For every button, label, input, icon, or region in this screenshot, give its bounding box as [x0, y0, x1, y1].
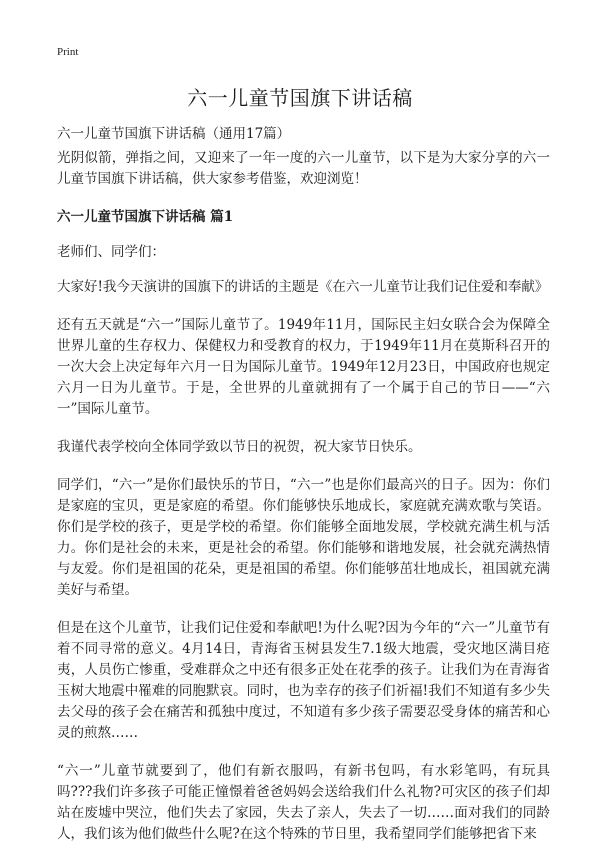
- body-paragraph: 还有五天就是“六一”国际儿童节了。1949年11月，国际民主妇女联合会为保障全世界儿童的生存权力、保健权力和受教育的权力，于1949年11月在莫斯科召开的一次大会上决定每年六月一日为国际儿童节。1949年12月23日，中国政府也规定六月一日为儿童节。于是，全世界的儿童就拥有了一个属于自己的节日——“六一”国际儿童节。: [57, 317, 550, 417]
- body-paragraph: 大家好!我今天演讲的国旗下的讲话的主题是《在六一儿童节让我们记住爱和奉献》: [57, 279, 549, 295]
- section-heading: 六一儿童节国旗下讲话稿 篇1: [57, 209, 234, 225]
- body-paragraph: “六一”儿童节就要到了，他们有新衣服吗，有新书包吗，有水彩笔吗，有玩具吗???我们许多孩子可能正憧憬着爸爸妈妈会送给我们什么礼物?可灾区的孩子们却站在废墟中哭泣，他们失去了家园，失去了亲人，失去了一切……面对我们的同龄人，我们该为他们做些什么呢?在这个特殊的节日里，我希望同学们能够把省下来: [57, 763, 550, 842]
- document-subtitle: 六一儿童节国旗下讲话稿（通用17篇）: [57, 126, 291, 142]
- page-title: 六一儿童节国旗下讲话稿: [187, 86, 413, 110]
- body-paragraph: 但是在这个儿童节，让我们记住爱和奉献吧!为什么呢?因为今年的“六一”儿童节有着不同寻常的意义。4月14日，青海省玉树县发生7.1级大地震，受灾地区满目疮夷，人员伤亡惨重，受难群众之中还有很多正处在花季的孩子。让我们为在青海省玉树大地震中罹难的同胞默哀。同时，也为幸存的孩子们祈福!我们不知道有多少失去父母的孩子会在痛苦和孤独中度过，不知道有多少孩子需要忍受身体的痛苦和心灵的煎熬……: [57, 620, 550, 741]
- body-paragraph: 我谨代表学校向全体同学致以节日的祝贺，祝大家节日快乐。: [57, 439, 422, 455]
- document-body: [57, 148, 550, 862]
- print-link[interactable]: Print: [57, 46, 79, 58]
- body-paragraph: 同学们，“六一”是你们最快乐的节日，“六一”也是你们最高兴的日子。因为：你们是家庭的宝贝，更是家庭的希望。你们能够快乐地成长，家庭就充满欢歌与笑语。你们是学校的孩子，更是学校的希望。你们能够全面地发展，学校就充满生机与活力。你们是社会的未来，更是社会的希望。你们能够和谐地发展，社会就充满热情与友爱。你们是祖国的花朵，更是祖国的希望。你们能够茁壮地成长，祖国就充满美好与希望。: [57, 477, 550, 598]
- salutation: 老师们、同学们：: [57, 244, 165, 260]
- intro-paragraph: 光阴似箭，弹指之间，又迎来了一年一度的六一儿童节，以下是为大家分享的六一儿童节国旗下讲话稿，供大家参考借鉴，欢迎浏览！: [57, 150, 550, 187]
